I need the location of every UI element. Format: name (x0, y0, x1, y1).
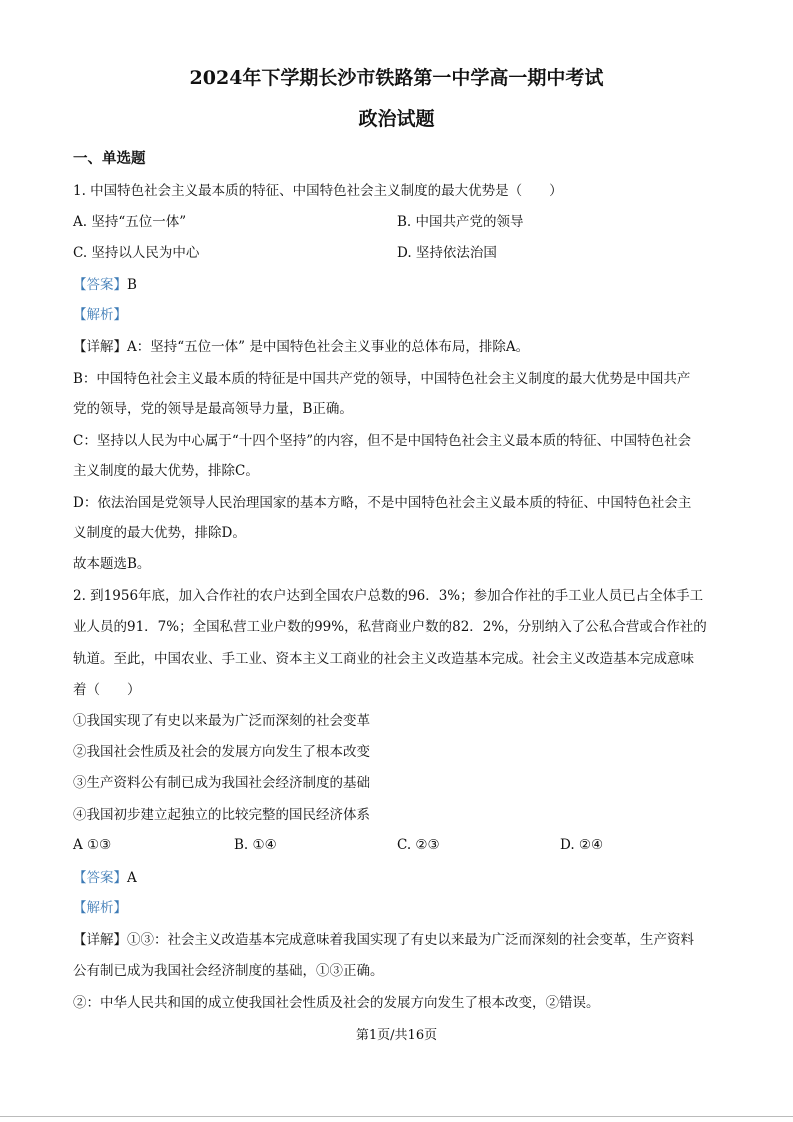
q1-detail-line (73, 338, 529, 356)
q1-conclusion: 故本题选B。 (73, 556, 151, 572)
q2-answer-line (73, 869, 137, 887)
q2-detail-text: ②：中华人民共和国的成立使我国社会性质及社会的发展方向发生了根本改变，②错误。 (73, 995, 600, 1011)
q2-stem: 2. 到1956年底，加入合作社的农户达到全国农户总数的96．3%；参加合作社的手工业人员已占全体手工 (73, 588, 704, 604)
exam-title: 2024年下学期长沙市铁路第一中学高一期中考试 (189, 67, 604, 89)
q2-stem: 轨道。至此，中国农业、手工业、资本主义工商业的社会主义改造基本完成。社会主义改造基本完成意味 (73, 651, 694, 667)
q2-detail-tag: 【详解】 (73, 932, 127, 948)
section-heading: 一、单选题 (73, 150, 146, 167)
q2-statement-3: ③生产资料公有制已成为我国社会经济制度的基础 (73, 775, 370, 791)
q1-detail-text: 主义制度的最大优势，排除C。 (73, 463, 259, 479)
page-divider (0, 1116, 793, 1117)
q2-detail-text: ①③：社会主义改造基本完成意味着我国实现了有史以来最为广泛而深刻的社会变革，生产资料 (127, 932, 694, 948)
q2-answer-tag: 【答案】 (73, 870, 127, 886)
q1-option-a: A. 坚持“五位一体” (73, 214, 187, 230)
q1-option-d: D. 坚持依法治国 (397, 245, 497, 261)
q1-analysis-tag: 【解析】 (73, 307, 127, 323)
q2-detail-line (73, 931, 694, 949)
q1-stem: 1. 中国特色社会主义最本质的特征、中国特色社会主义制度的最大优势是（ ） (73, 183, 563, 199)
q1-detail-text: B：中国特色社会主义最本质的特征是中国共产党的领导，中国特色社会主义制度的最大优势是中国共产 (73, 371, 691, 387)
q2-statement-4: ④我国初步建立起独立的比较完整的国民经济体系 (73, 807, 370, 823)
q2-detail-text: 公有制已成为我国社会经济制度的基础，①③正确。 (73, 963, 384, 979)
q2-option-a: A ①③ (73, 837, 112, 853)
q2-statement-2: ②我国社会性质及社会的发展方向发生了根本改变 (73, 744, 370, 760)
q1-answer-tag: 【答案】 (73, 277, 127, 293)
q2-statement-1: ①我国实现了有史以来最为广泛而深刻的社会变革 (73, 713, 370, 729)
q1-detail-text: D：依法治国是党领导人民治理国家的基本方略，不是中国特色社会主义最本质的特征、中国特色社会主 (73, 495, 692, 511)
q1-detail-text: A：坚持“五位一体” 是中国特色社会主义事业的总体布局，排除A。 (127, 339, 530, 355)
q1-detail-tag: 【详解】 (73, 339, 127, 355)
q2-option-c: C. ②③ (397, 837, 440, 853)
q1-answer-line (73, 276, 137, 294)
q2-option-d: D. ②④ (560, 837, 604, 853)
page-number: 第1页/共16页 (355, 1028, 438, 1043)
q1-option-b: B. 中国共产党的领导 (397, 214, 524, 230)
q2-stem: 着（ ） (73, 682, 141, 698)
q1-answer: B (127, 277, 137, 293)
exam-subtitle: 政治试题 (358, 108, 435, 130)
q1-detail-text: 党的领导，党的领导是最高领导力量，B正确。 (73, 401, 353, 417)
q2-option-b: B. ①④ (234, 837, 277, 853)
q2-analysis-tag: 【解析】 (73, 900, 127, 916)
q1-detail-text: C：坚持以人民为中心属于“十四个坚持”的内容，但不是中国特色社会主义最本质的特征、中国特色社会 (73, 433, 692, 449)
q2-answer: A (127, 870, 137, 886)
q1-detail-text: 义制度的最大优势，排除D。 (73, 525, 246, 541)
q1-option-c: C. 坚持以人民为中心 (73, 245, 200, 261)
q2-stem: 业人员的91．7%；全国私营工业户数的99%，私营商业户数的82．2%，分别纳入了公私合营或合作社的 (73, 619, 707, 635)
